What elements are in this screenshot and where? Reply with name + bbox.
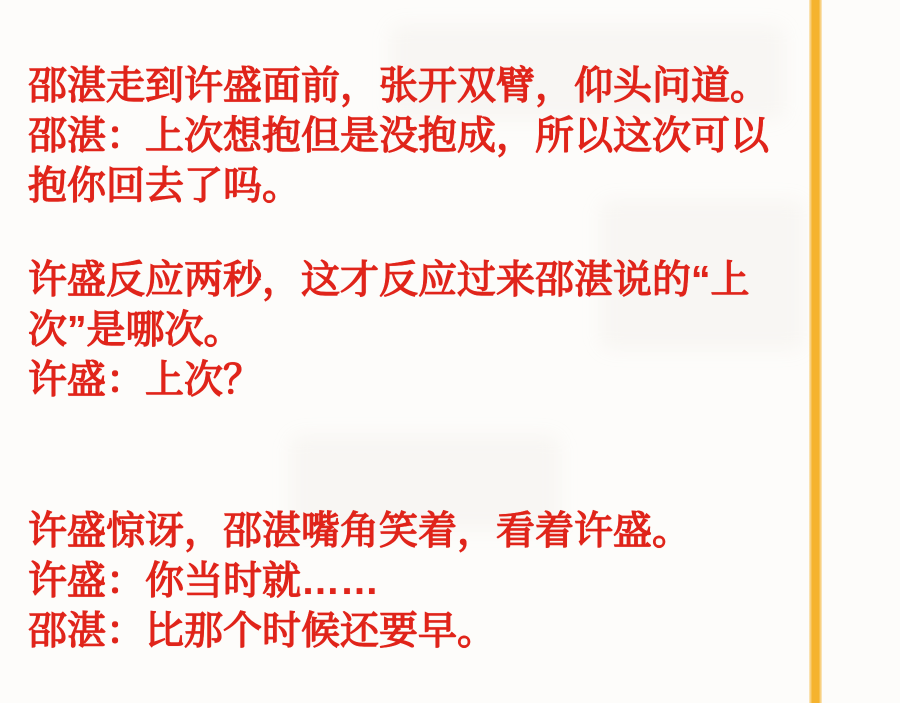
paragraph-narration-1 <box>28 62 798 212</box>
story-line: 邵湛：上次想抱但是没抱成，所以这次可以 <box>28 115 770 158</box>
vertical-accent-bar <box>809 0 822 703</box>
story-line: 邵湛：比那个时候还要早。 <box>28 610 497 653</box>
story-line: 许盛反应两秒，这才反应过来邵湛说的“上 <box>28 259 750 302</box>
story-line: 次”是哪次。 <box>28 309 243 352</box>
paragraph-narration-3 <box>28 507 798 657</box>
story-line: 许盛惊讶，邵湛嘴角笑着，看着许盛。 <box>28 510 692 553</box>
story-line: 许盛：上次？ <box>28 359 263 402</box>
paragraph-narration-2 <box>28 256 798 406</box>
story-line: 许盛：你当时就…… <box>28 560 380 603</box>
story-text <box>28 62 798 657</box>
story-line: 邵湛走到许盛面前，张开双臂，仰头问道。 <box>28 65 770 108</box>
story-line: 抱你回去了吗。 <box>28 165 302 208</box>
